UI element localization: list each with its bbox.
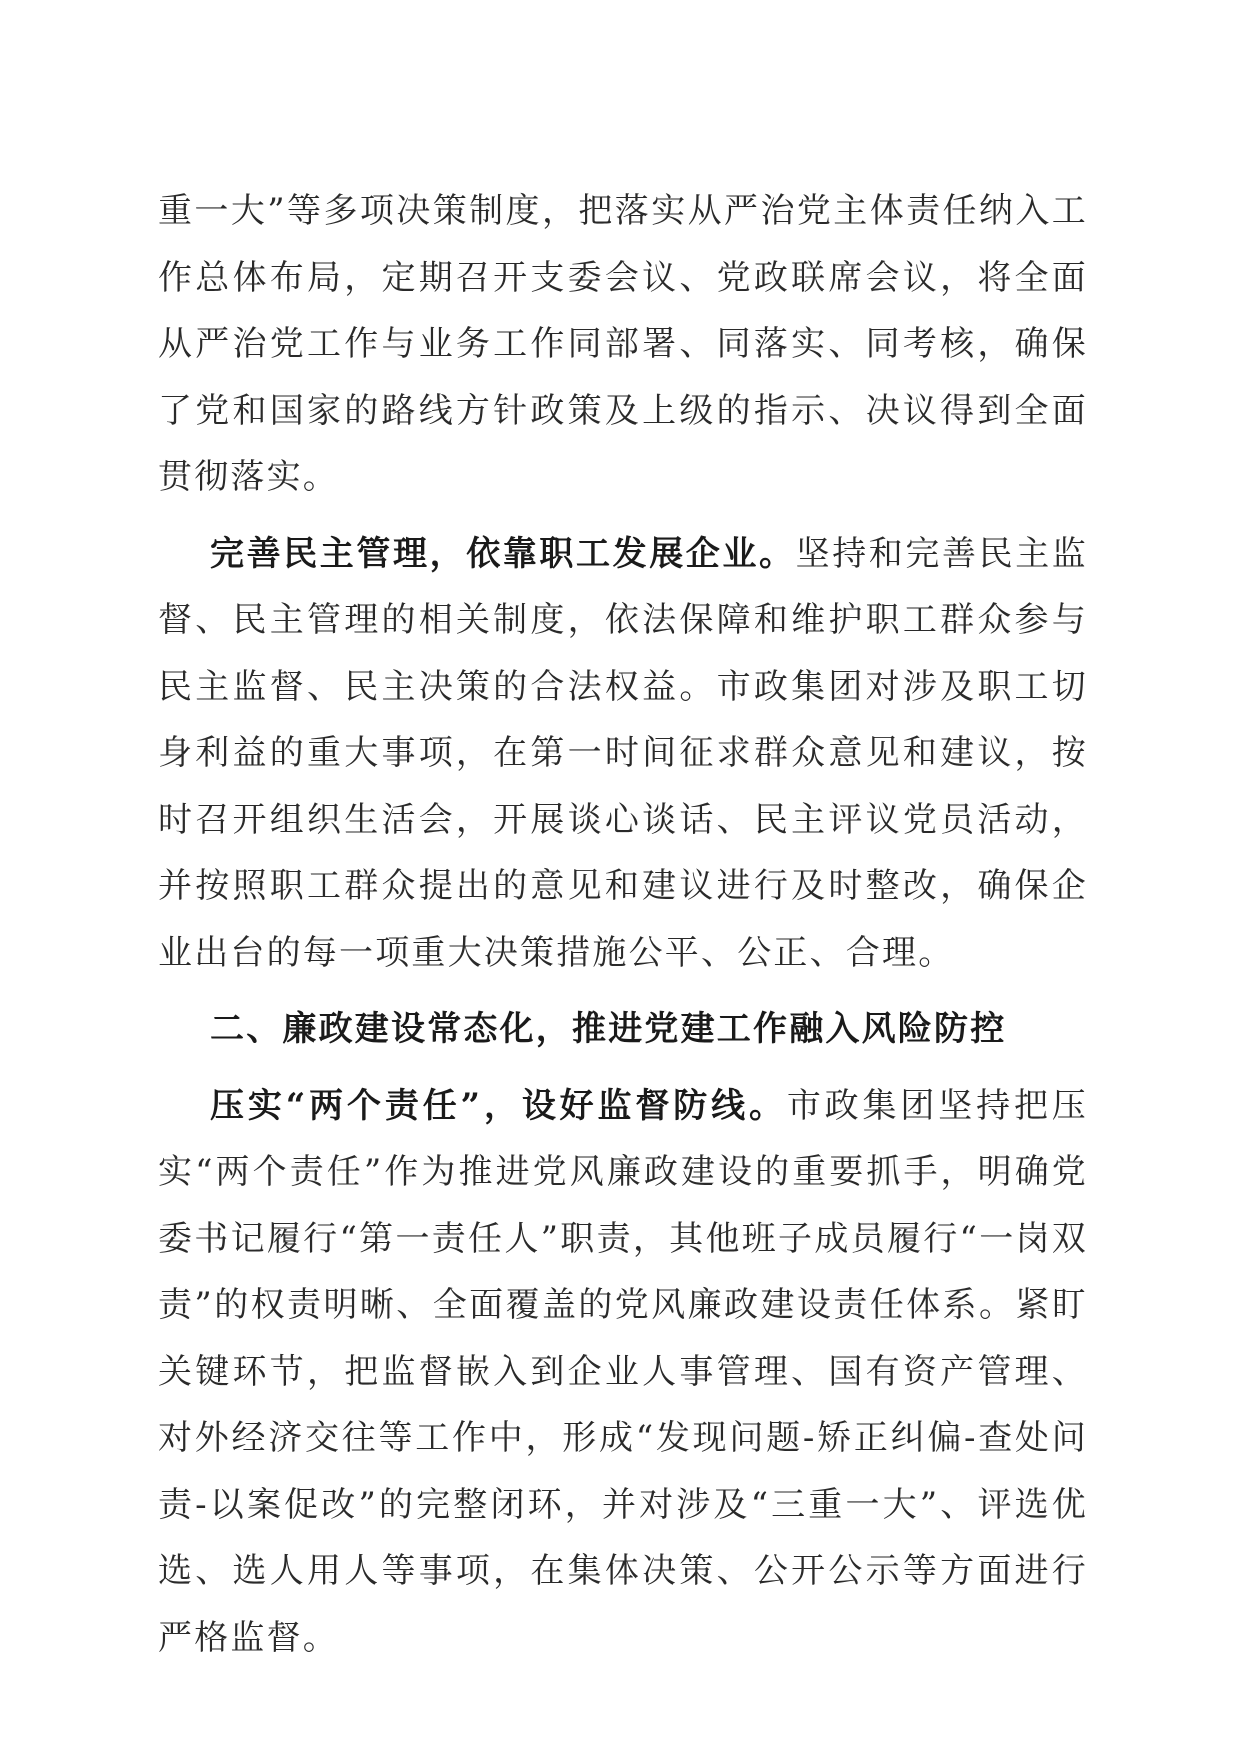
paragraph-text: 坚持和完善民主监督、民主管理的相关制度，依法保障和维护职工群众参与民主监督、民主决策的合法权益。市政集团对涉及职工切身利益的重大事项，在第一时间征求群众意见和建议，按时召开组织生活会，开展谈心谈话、民主评议党员活动，并按照职工群众提出的意见和建议进行及时整改，确保企业出台的每一项重大决策措施公平、公正、合理。 — [158, 533, 1088, 973]
paragraph-two-responsibilities — [158, 1073, 1088, 1672]
paragraph-democratic-management — [158, 521, 1088, 987]
paragraph-lead: 完善民主管理，依靠职工发展企业。 — [210, 533, 796, 574]
document-page — [158, 178, 1088, 1671]
section-heading: 二、廉政建设常态化，推进党建工作融入风险防控 — [210, 1009, 1007, 1049]
paragraph-lead: 压实“两个责任”，设好监督防线。 — [210, 1085, 787, 1126]
paragraph-continuation — [158, 178, 1088, 511]
paragraph-text: 市政集团坚持把压实“两个责任”作为推进党风廉政建设的重要抓手，明确党委书记履行“第一责任人”职责，其他班子成员履行“一岗双责”的权责明晰、全面覆盖的党风廉政建设责任体系。紧盯关键环节，把监督嵌入到企业人事管理、国有资产管理、对外经济交往等工作中，形成“发现问题-矫正纠偏-查处问责-以案促改”的完整闭环，并对涉及“三重一大”、评选优选、选人用人等事项，在集体决策、公开公示等方面进行严格监督。 — [158, 1085, 1089, 1658]
paragraph-text: 重一大”等多项决策制度，把落实从严治党主体责任纳入工作总体布局，定期召开支委会议、党政联席会议，将全面从严治党工作与业务工作同部署、同落实、同考核，确保了党和国家的路线方针政策及上级的指示、决议得到全面贯彻落实。 — [158, 191, 1088, 497]
